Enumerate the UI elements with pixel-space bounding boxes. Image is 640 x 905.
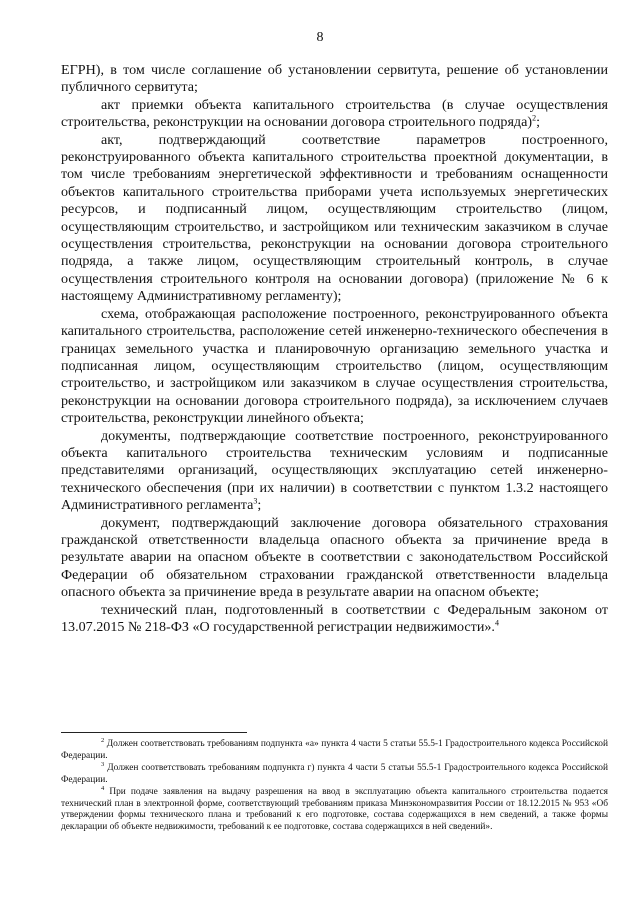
- footnote-text: При подаче заявления на выдачу разрешения на ввод в эксплуатацию объекта капитального строительства подается технический план в электронной форме, соответствующий требованиям приказа Минэкономразвития России от 18.12.2015 № 953 «Об утверждении формы технического плана и требований к его подготовке, состава содержащихся в нем сведений, а также формы декларации об объекте недвижимости, требований к ее подготовке, состава содержащихся в ней сведений».: [61, 786, 608, 833]
- paragraph-text: документ, подтверждающий заключение договора обязательного страхования гражданской ответственности владельца опасного объекта за причинение вреда в результате аварии на опасном объекте в соответствии с законодательством Российской Федерации об обязательном страховании гражданской ответственности владельца опасного объекта за причинение вреда в результате аварии на опасном объекте;: [61, 514, 608, 601]
- paragraph-text: акт приемки объекта капитального строительства (в случае осуществления строительства, реконструкции на основании договора строительного подряда): [61, 96, 608, 131]
- footnote: [61, 784, 608, 835]
- footnote-mark: 2: [101, 736, 105, 744]
- footnote-ref: 2: [532, 113, 537, 123]
- footnote-mark: 3: [101, 760, 105, 768]
- footnote-mark: 4: [101, 784, 105, 792]
- paragraph: [61, 515, 608, 602]
- footnote: [61, 736, 608, 763]
- footnote: [61, 760, 608, 787]
- paragraph: [61, 306, 608, 428]
- paragraph-text: акт, подтверждающий соответствие параметров построенного, реконструированного объекта капитального строительства проектной документации, в том числе требованиям энергетической эффективности и требованиям оснащенности объектов капитального строительства приборами учета используемых энергетических ресурсов, и подписанный лицом, осуществляющим строительство (лицом, осуществляющим строительство, и застройщиком или техническим заказчиком в случае осуществления строительства, реконструкции на основании договора строительного подряда, а также лицом, осуществляющим строительный контроль, в случае осуществления строительного контроля на основании договора) (приложение № 6 к настоящему Административному регламенту);: [61, 131, 608, 305]
- paragraph-text: схема, отображающая расположение построенного, реконструированного объекта капитального строительства, расположение сетей инженерно-технического обеспечения в границах земельного участка и планировочную организацию земельного участка и подписанная лицом, осуществляющим строительство (лицом, осуществляющим строительство, и застройщиком или заказчиком в случае осуществления строительства, реконструкции на основании договора строительного подряда), за исключением случаев строительства, реконструкции линейного объекта;: [61, 305, 608, 427]
- footnote-ref: 3: [253, 496, 258, 506]
- paragraph: [61, 602, 608, 637]
- paragraph: [61, 97, 608, 132]
- footnote-text: Должен соответствовать требованиям подпункта «а» пункта 4 части 5 статьи 55.5-1 Градостроительного кодекса Российской Федерации.: [61, 739, 608, 761]
- page-number: 8: [316, 30, 324, 45]
- paragraph-text: технический план, подготовленный в соответствии с Федеральным законом от 13.07.2015 № 218-ФЗ «О государственной регистрации недвижимости».: [61, 601, 608, 635]
- footnotes: [61, 736, 608, 834]
- paragraph-text: документы, подтверждающие соответствие построенного, реконструированного объекта капитального строительства техническим условиям и подписанные представителями организаций, осуществляющих эксплуатацию сетей инженерно-технического обеспечения (при их наличии) в соответствии с пунктом 1.3.2 настоящего Административного регламента: [61, 427, 608, 514]
- paragraph-end: ;: [536, 114, 540, 131]
- footnote-divider: [61, 732, 247, 733]
- paragraph: [61, 62, 608, 97]
- paragraph: [61, 428, 608, 515]
- footnote-text: Должен соответствовать требованиям подпункта г) пункта 4 части 5 статьи 55.5-1 Градостроительного кодекса Российской Федерации.: [61, 762, 608, 785]
- footnote-ref: 4: [494, 618, 499, 628]
- paragraph-end: ;: [257, 497, 262, 514]
- paragraph-text: ЕГРН), в том числе соглашение об установлении сервитута, решение об установлении публичного сервитута;: [61, 62, 608, 96]
- paragraph: [61, 132, 608, 306]
- body-text: [61, 62, 608, 636]
